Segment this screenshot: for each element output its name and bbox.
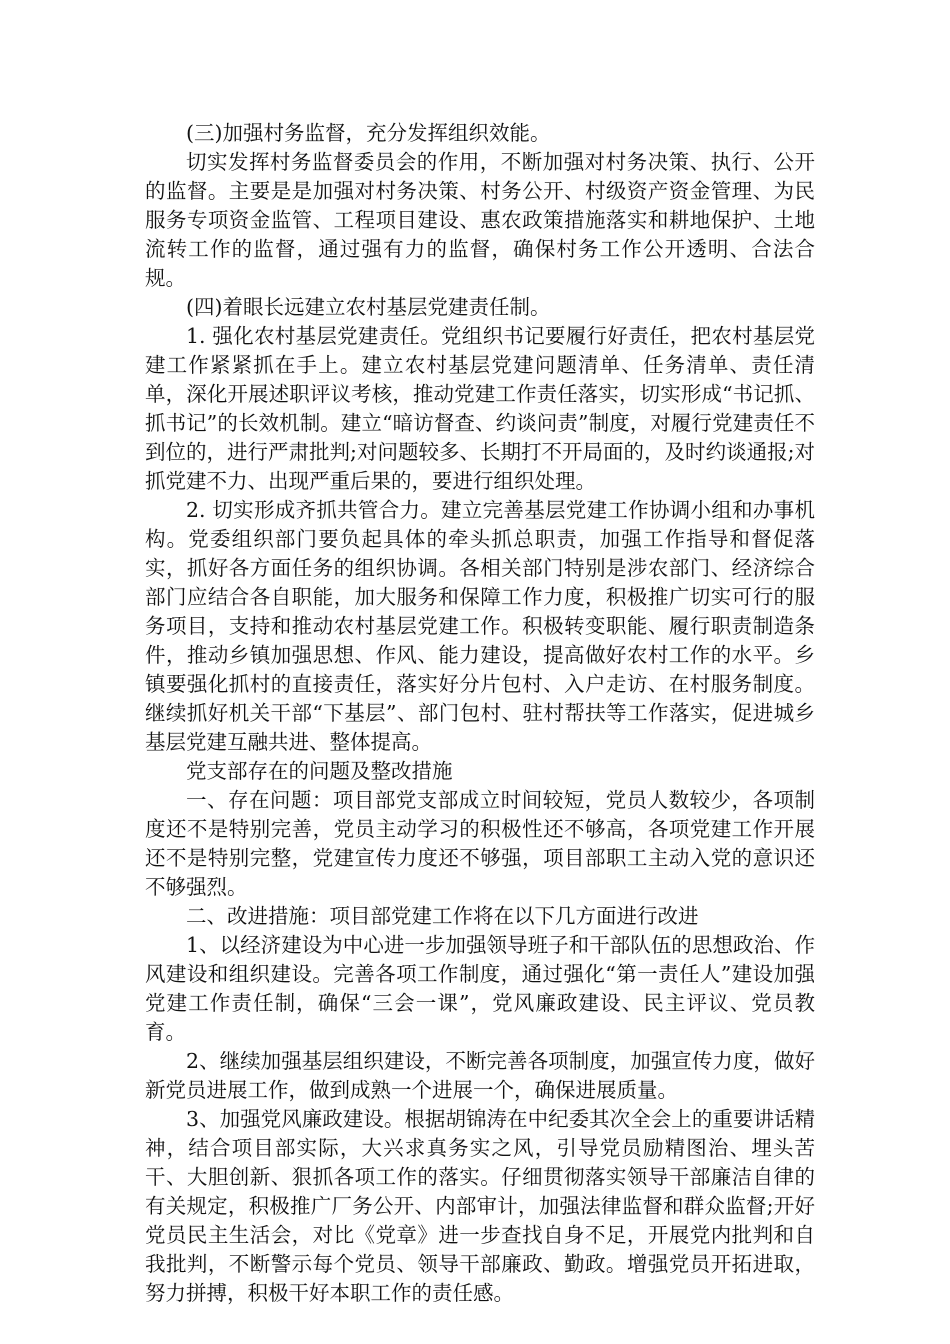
paragraph-improvement-one: 1、以经济建设为中心进一步加强领导班子和干部队伍的思想政治、作风建设和组织建设。完善各项工作制度，通过强化“第一责任人”建设加强党建工作责任制，确保“三会一课”，党风廉政建设、民主评议、党员教育。 (145, 933, 815, 1044)
paragraph-joint-management: 2. 切实形成齐抓共管合力。建立完善基层党建工作协调小组和办事机构。党委组织部门要负起具体的牵头抓总职责，加强工作指导和督促落实，抓好各方面任务的组织协调。各相关部门特别是涉农部门、经济综合部门应结合各自职能，加大服务和保障工作力度，积极推广切实可行的服务项目，支持和推动农村基层党建工作。积极转变职能、履行职责制造条件，推动乡镇加强思想、作风、能力建设，提高做好农村工作的水平。乡镇要强化抓村的直接责任，落实好分片包村、入户走访、在村服务制度。继续抓好机关干部“下基层”、部门包村、驻村帮扶等工作落实，促进城乡基层党建互融共进、整体提高。 (145, 498, 815, 754)
paragraph-improvement-three: 3、加强党风廉政建设。根据胡锦涛在中纪委其次全会上的重要讲话精神，结合项目部实际，大兴求真务实之风，引导党员励精图治、埋头苦干、大胆创新、狠抓各项工作的落实。仔细贯彻落实领导干部廉洁自律的有关规定，积极推广厂务公开、内部审计，加强法律监督和群众监督;开好党员民主生活会，对比《党章》进一步查找自身不足，开展党内批判和自我批判，不断警示每个党员、领导干部廉政、勤政。增强党员开拓进取，努力拼搏，积极干好本职工作的责任感。 (145, 1107, 815, 1305)
section-heading-four: (四)着眼长远建立农村基层党建责任制。 (186, 295, 551, 319)
section-heading-three: (三)加强村务监督，充分发挥组织效能。 (186, 121, 551, 145)
paragraph-village-supervision: 切实发挥村务监督委员会的作用，不断加强对村务决策、执行、公开的监督。主要是是加强对村务决策、村务公开、村级资产资金管理、为民服务专项资金监管、工程项目建设、惠农政策措施落实和耕地保护、土地流转工作的监督，通过强有力的监督，确保村务工作公开透明、合法合规。 (145, 150, 815, 290)
document-body (145, 119, 815, 1308)
paragraph-responsibility: 1. 强化农村基层党建责任。党组织书记要履行好责任，把农村基层党建工作紧紧抓在手上。建立农村基层党建问题清单、任务清单、责任清单，深化开展述职评议考核，推动党建工作责任落实，切实形成“书记抓、抓书记”的长效机制。建立“暗访督查、约谈问责”制度，对履行党建责任不到位的，进行严肃批判;对问题较多、长期打不开局面的，及时约谈通报;对抓党建不力、出现严重后果的，要进行组织处理。 (145, 324, 815, 493)
paragraph-existing-problems: 一、存在问题：项目部党支部成立时间较短，党员人数较少，各项制度还不是特别完善，党员主动学习的积极性还不够高，各项党建工作开展还不是特别完整，党建宣传力度还不够强，项目部职工主动入党的意识还不够强烈。 (145, 788, 815, 899)
article-title: 党支部存在的问题及整改措施 (186, 759, 453, 783)
paragraph-improvement-two: 2、继续加强基层组织建设，不断完善各项制度，加强宣传力度，做好新党员进展工作，做到成熟一个进展一个，确保进展质量。 (145, 1049, 815, 1102)
paragraph-improvement-intro: 二、改进措施：项目部党建工作将在以下几方面进行改进 (186, 904, 699, 928)
